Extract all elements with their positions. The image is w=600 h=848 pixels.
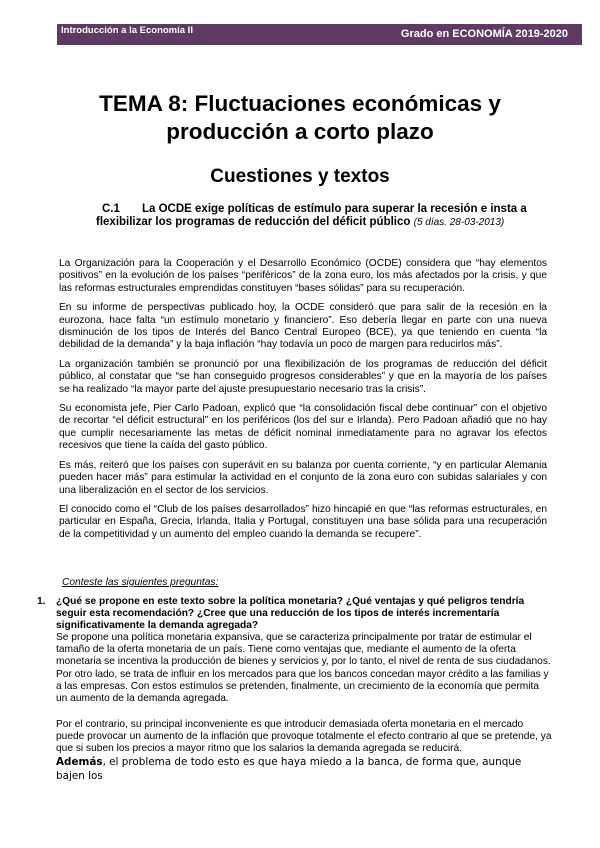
- header-course-name: Introducción a la Economía II: [61, 25, 193, 36]
- article-paragraph: La organización también se pronunció por una flexibilización de los programas de reducción del déficit público, al constatar que “se han conseguido progresos considerables” y que en la mayoría de los países se ha realizado “la mayor parte del ajuste presupuestario necesario tras la crisis”.: [59, 358, 547, 395]
- question-source: (5 días. 28-03-2013): [413, 217, 505, 228]
- answer-paragraph-3: [56, 755, 552, 783]
- question-headline: La OCDE exige políticas de estímulo para superar la recesión e insta a flexibilizar los programas de reducción del déficit público: [96, 203, 527, 228]
- answer-paragraph-2: Por el contrario, su principal inconveniente es que introducir demasiada oferta monetaria en el mercado puede provocar un aumento de la inflación que provoque totalmente el efecto contrario al que se pretende, ya que si suben los precios a mayor ritmo que los salarios la demanda agregada se reducirá.: [56, 718, 552, 755]
- answer-paragraph-1: Se propone una política monetaria expansiva, que se caracteriza principalmente por tratar de estimular el tamaño de la oferta monetaria de un país. Tiene como ventajas que, mediante el aumento de la oferta monetaria se incentiva la producción de bienes y servicios y, por lo tanto, el nivel de renta de sus ciudadanos. Por otro lado, se trata de influir en los mercados para que los bancos concedan mayor crédito a las familias y a las empresas. Con estos estímulos se pretenden, finalmente, un crecimiento de la economía que permita un aumento de la demanda agregada.: [56, 632, 551, 704]
- header-bar: [57, 24, 582, 45]
- article-paragraph: Su economista jefe, Pier Carlo Padoan, explicó que “la consolidación fiscal debe continuar” con el objetivo de recortar “el déficit estructural” en los periféricos (los del sur e Irlanda). Pero Padoan añadió que no hay que cumplir necesariamente las metas de déficit nominal inmediatamente para no agravar los efectos recesivos que tiene la caída del gasto público.: [59, 403, 547, 452]
- article-paragraph: En su informe de perspectivas publicado hoy, la OCDE consideró que para salir de la recesión en la eurozona, hace falta “un estímulo monetario y financiero”. Eso debería llegar en parte con una nueva disminución de los tipos de Interés del Banco Central Europeo (BCE), ya que teniendo en cuenta “la debilidad de la demanda” y la baja inflación “hay todavía un poco de margen para reducirlos más”.: [59, 302, 547, 351]
- title-line-2: producción a corto plazo: [166, 119, 434, 144]
- article-body: [59, 258, 547, 548]
- question-1-answer: [56, 632, 552, 783]
- question-1-number: 1.: [37, 596, 46, 607]
- question-1: [37, 596, 552, 783]
- question-code: C.1: [102, 203, 120, 215]
- question-1-text: ¿Qué se propone en este texto sobre la política monetaria? ¿Qué ventajas y qué peligros tendría seguir esta recomendación? ¿Cree que una reducción de los tipos de interés incrementaría significativamente la demanda agregada?: [56, 596, 525, 632]
- title-line-1: TEMA 8: Fluctuaciones económicas y: [99, 91, 501, 116]
- article-paragraph: La Organización para la Cooperación y el Desarrollo Económico (OCDE) considera que “hay elementos positivos” en la evolución de los países “periféricos” de la zona euro, los más afectados por la crisis, y que las reformas estructurales emprendidas constituyen “bases sólidas” para su recuperación.: [59, 258, 547, 294]
- article-paragraph: El conocido como el “Club de los países desarrollados” hizo hincapié en que “las reformas estructurales, en particular en España, Grecia, Irlanda, Italia y Portugal, constituyen una base sólida para una recuperación de la competitividad y un aumento del empleo cuando la demanda se recupere”.: [59, 503, 547, 540]
- header-degree: Grado en ECONOMÍA 2019-2020: [400, 28, 568, 40]
- page-subtitle: Cuestiones y textos: [210, 166, 390, 187]
- instruction-text: Conteste las siguientes preguntas:: [62, 577, 219, 588]
- answer-bold-word: Además: [56, 756, 103, 769]
- answer-paragraph-3-text: , el problema de todo esto es que haya miedo a la banca, de forma que, aunque bajen los: [56, 756, 522, 783]
- page-title: [0, 90, 600, 146]
- question-heading: [96, 203, 536, 229]
- article-paragraph: Es más, reiteró que los países con superávit en su balanza por cuenta corriente, “y en particular Alemania pueden hacer más” para estimular la actividad en el conjunto de la zona euro con subidas salariales y con una liberalización en el sector de los servicios.: [59, 459, 547, 496]
